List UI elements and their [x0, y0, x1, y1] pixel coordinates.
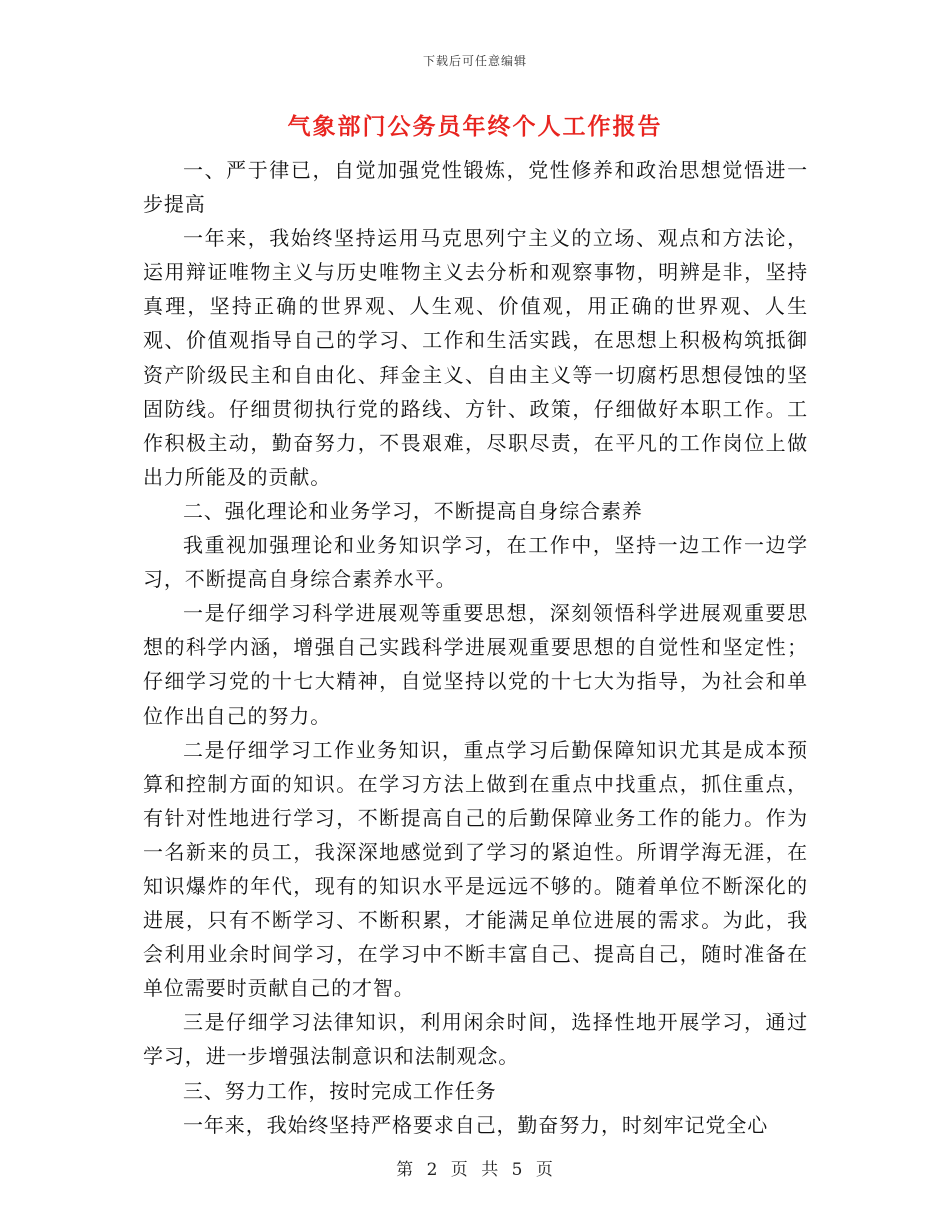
document-body	[143, 153, 808, 1142]
paragraph: 一年来，我始终坚持严格要求自己，勤奋努力，时刻牢记党全心	[183, 1112, 769, 1137]
current-page-number: 2	[426, 1160, 439, 1180]
paragraph-section-1-heading: 一、严于律已，自觉加强党性锻炼，党性修养和政治思想觉悟进一步提高	[143, 158, 808, 217]
footer-ye2: 页	[535, 1160, 554, 1180]
paragraph: 一年来，我始终坚持运用马克思列宁主义的立场、观点和方法论，运用辩证唯物主义与历史唯物主义去分析和观察事物，明辨是非，坚持真理，坚持正确的世界观、人生观、价值观，用正确的世界观、人生观、价值观指导自己的学习、工作和生活实践，在思想上积极构筑抵御资产阶级民主和自由化、拜金主义、自由主义等一切腐朽思想侵蚀的坚固防线。仔细贯彻执行党的路线、方针、政策，仔细做好本职工作。工作积极主动，勤奋努力，不畏艰难，尽职尽责，在平凡的工作岗位上做出力所能及的贡献。	[143, 226, 808, 489]
total-page-count: 5	[511, 1160, 524, 1180]
footer-gong: 共	[481, 1160, 500, 1180]
footer-di: 第	[396, 1160, 415, 1180]
paragraph: 三是仔细学习法律知识，利用闲余时间，选择性地开展学习，通过学习，进一步增强法制意识和法制观念。	[143, 1010, 808, 1069]
header-note: 下载后可任意编辑	[422, 54, 527, 68]
footer-ye: 页	[450, 1160, 469, 1180]
paragraph-section-2-heading: 二、强化理论和业务学习，不断提高自身综合素养	[183, 498, 643, 523]
paragraph-section-3-heading: 三、努力工作，按时完成工作任务	[183, 1078, 497, 1103]
paragraph: 一是仔细学习科学进展观等重要思想，深刻领悟科学进展观重要思想的科学内涵，增强自己实践科学进展观重要思想的自觉性和坚定性；仔细学习党的十七大精神，自觉坚持以党的十七大为指导，为社会和单位作出自己的努力。	[143, 601, 808, 728]
paragraph: 我重视加强理论和业务知识学习，在工作中，坚持一边工作一边学习，不断提高自身综合素养水平。	[143, 533, 808, 592]
paragraph: 二是仔细学习工作业务知识，重点学习后勤保障知识尤其是成本预算和控制方面的知识。在学习方法上做到在重点中找重点，抓住重点，有针对性地进行学习，不断提高自己的后勤保障业务工作的能力。作为一名新来的员工，我深深地感觉到了学习的紧迫性。所谓学海无涯，在知识爆炸的年代，现有的知识水平是远远不够的。随着单位不断深化的进展，只有不断学习、不断积累，才能满足单位进展的需求。为此，我会利用业余时间学习，在学习中不断丰富自己、提高自己，随时准备在单位需要时贡献自己的才智。	[143, 737, 808, 1001]
document-title: 气象部门公务员年终个人工作报告	[287, 114, 663, 140]
page-footer	[0, 1155, 950, 1180]
